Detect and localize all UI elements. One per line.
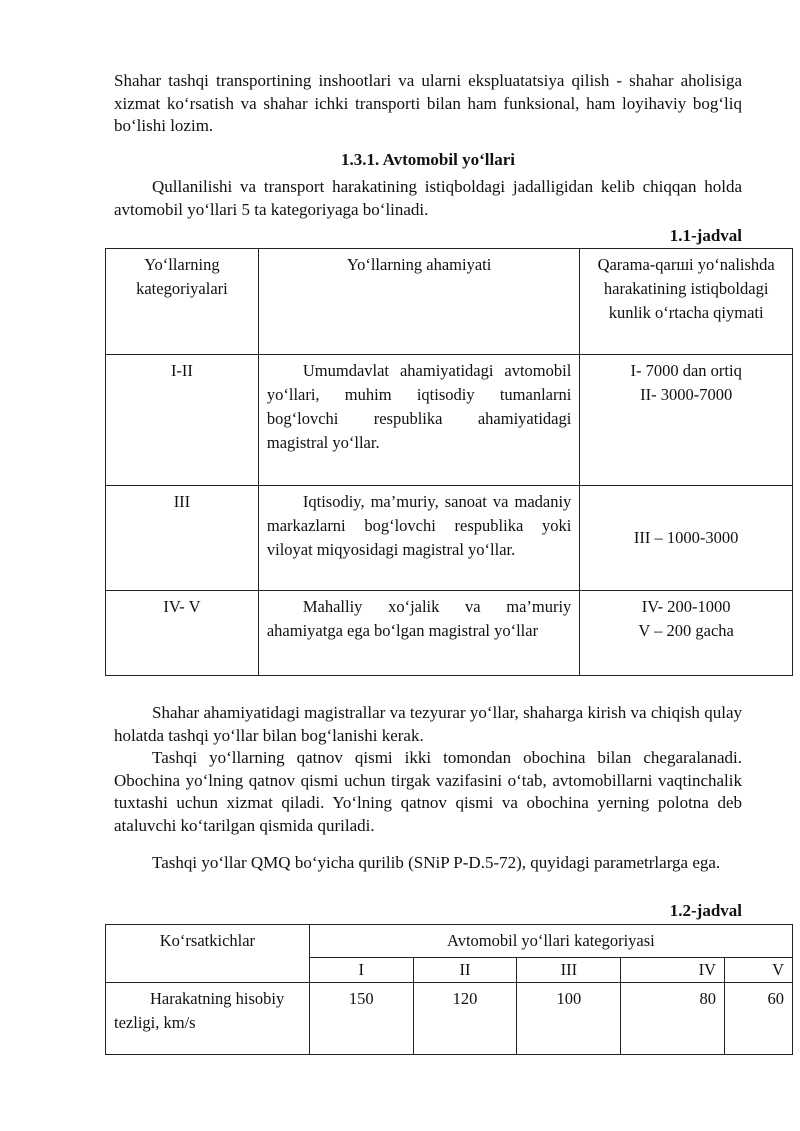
header-traffic: Qarama-qarшi yoʻnalishda harakatining istiqboldagi kunlik oʻrtacha qiymati [580, 249, 793, 355]
significance-cell: Umumdavlat ahamiyatidagi avtomobil yoʻllari, muhim iqtisodiy tumanlarni bogʻlovchi respublika ahamiyatidagi magistral yoʻllar. [258, 355, 579, 486]
value-cell: 60 [725, 983, 793, 1055]
after-table1-paragraph: Shahar ahamiyatidagi magistrallar va tezyurar yoʻllar, shaharga kirish va chiqish qulay holatda tashqi yoʻllar bilan bogʻlanishi kerak. [114, 703, 742, 745]
traffic-value: IV- 200-1000 [641, 597, 731, 616]
table2-label: 1.2-jadval [669, 901, 742, 920]
roads-description-paragraph: Tashqi yoʻllarning qatnov qismi ikki tomondan obochina bilan chegaralanadi. Obochina yoʻlning qatnov qismi uchun tirgak vazifasini oʻtab, avtomobillarni vaqtinchalik tuxtashi uchun xizmat qiladi. Yoʻlning qatnov qismi va obochina yerning polotna deb ataluvchi koʻtarilgan qismida quriladi. [114, 748, 742, 835]
table-row [106, 591, 793, 676]
significance-cell: Iqtisodiy, ma’muriy, sanoat va madaniy markazlarni bogʻlovchi respublika yoki viloyat miqyosidagi magistral yoʻllar. [258, 486, 579, 591]
traffic-value: II- 3000-7000 [640, 385, 733, 404]
significance-cell: Mahalliy xoʻjalik va ma’muriy ahamiyatga ega boʻlgan magistral yoʻllar [258, 591, 579, 676]
category-cell: I-II [106, 355, 259, 486]
categories-intro-paragraph: Qullanilishi va transport harakatining istiqboldagi jadalligidan kelib chiqqan holda avtomobil yoʻllari 5 ta kategoriyaga boʻlinadi. [114, 177, 742, 219]
category-header-cell: II [413, 958, 517, 983]
header-significance: Yoʻllarning ahamiyati [258, 249, 579, 355]
category-cell: IV- V [106, 591, 259, 676]
header-indicator: Koʻrsatkichlar [106, 925, 310, 983]
road-categories-table [105, 248, 793, 676]
traffic-value: V – 200 gacha [638, 621, 734, 640]
table-row [106, 355, 793, 486]
category-header-cell: I [309, 958, 413, 983]
category-header-cell: III [517, 958, 621, 983]
value-cell: 80 [621, 983, 725, 1055]
intro-paragraph: Shahar tashqi transportining inshootlari va ularni ekspluatatsiya qilish - shahar aholisiga xizmat koʻrsatish va shahar ichki transporti bilan ham funksional, ham loyihaviy bogʻliq boʻlishi lozim. [114, 71, 742, 135]
traffic-value: III – 1000-3000 [633, 528, 739, 547]
road-parameters-table [105, 924, 793, 1055]
table2-header-row [106, 925, 793, 958]
traffic-value: I- 7000 dan ortiq [630, 361, 742, 380]
traffic-cell [580, 591, 793, 676]
indicator-cell: Harakatning hisobiy tezligi, km/s [106, 983, 310, 1055]
traffic-cell [580, 355, 793, 486]
category-header-cell: V [725, 958, 793, 983]
value-cell: 100 [517, 983, 621, 1055]
header-categories: Yoʻllarning kategoriyalari [106, 249, 259, 355]
header-category-group: Avtomobil yoʻllari kategoriyasi [309, 925, 792, 958]
value-cell: 150 [309, 983, 413, 1055]
section-heading: 1.3.1. Avtomobil yoʻllari [341, 150, 515, 169]
table1-header-row [106, 249, 793, 355]
category-cell: III [106, 486, 259, 591]
traffic-cell [580, 486, 793, 591]
category-header-cell: IV [621, 958, 725, 983]
table-row [106, 983, 793, 1055]
value-cell: 120 [413, 983, 517, 1055]
table1-label: 1.1-jadval [669, 226, 742, 245]
table-row [106, 486, 793, 591]
parameters-intro-paragraph: Tashqi yoʻllar QMQ boʻyicha qurilib (SNiP P-D.5-72), quyidagi parametrlarga ega. [152, 853, 721, 872]
